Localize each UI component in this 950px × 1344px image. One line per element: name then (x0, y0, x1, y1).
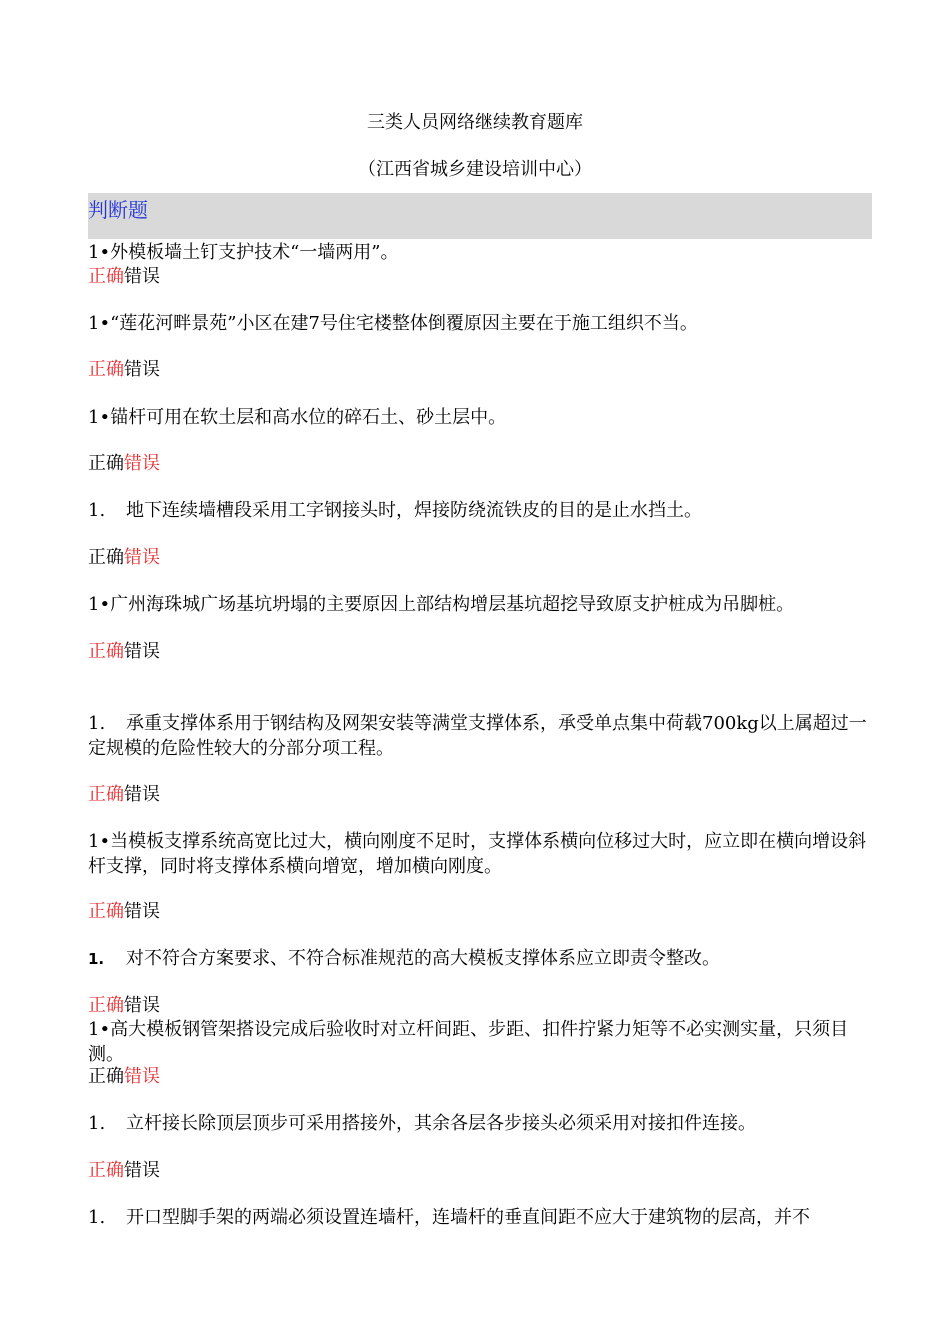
question-number: 1• (88, 313, 111, 334)
option-false[interactable]: 错误 (124, 266, 160, 287)
question-text: 立杆接长除顶层顶步可采用搭接外，其余各层各步接头必须采用对接扣件连接。 (126, 1113, 756, 1134)
option-true[interactable]: 正确 (88, 641, 124, 662)
question-item (88, 829, 868, 879)
option-true[interactable]: 正确 (88, 995, 124, 1016)
option-true[interactable]: 正确 (88, 453, 124, 474)
question-number: 1• (88, 1019, 111, 1040)
option-false[interactable]: 错误 (124, 359, 160, 380)
question-number: 1. (88, 950, 105, 968)
question-text: 广州海珠城广场基坑坍塌的主要原因上部结构增层基坑超挖导致原支护桩成为吊脚桩。 (110, 594, 795, 615)
question-text: 外模板墙土钉支护技术“一墙两用”。 (110, 242, 399, 263)
option-false[interactable]: 错误 (124, 784, 160, 805)
question-number: 1• (88, 594, 111, 615)
answer-options (88, 782, 160, 807)
option-false[interactable]: 错误 (124, 995, 160, 1016)
option-false[interactable]: 错误 (124, 901, 160, 922)
option-true[interactable]: 正确 (88, 547, 124, 568)
option-true[interactable]: 正确 (88, 1160, 124, 1181)
question-text: 锚杆可用在软土层和高水位的碎石土、砂土层中。 (110, 407, 507, 428)
question-text: 地下连续墙槽段采用工字钢接头时，焊接防绕流铁皮的目的是止水挡土。 (126, 500, 702, 521)
document-title: 三类人员网络继续教育题库 (367, 112, 583, 133)
question-item (88, 711, 868, 761)
question-item (88, 498, 868, 523)
question-text: 高大模板钢管架搭设完成后验收时对立杆间距、步距、扣件拧紧力矩等不必实测实量，只须目测。 (88, 1019, 849, 1065)
option-true[interactable]: 正确 (88, 901, 124, 922)
section-title: 判断题 (88, 198, 148, 222)
section-header-bar (88, 193, 872, 239)
answer-options (88, 545, 160, 570)
option-true[interactable]: 正确 (88, 266, 124, 287)
question-number: 1. (88, 1113, 106, 1134)
answer-options (88, 899, 160, 924)
question-item (88, 1017, 868, 1067)
question-item (88, 1205, 868, 1230)
answer-options (88, 451, 160, 476)
question-item (88, 1111, 868, 1136)
answer-options (88, 1158, 160, 1183)
option-false[interactable]: 错误 (124, 641, 160, 662)
answer-options (88, 357, 160, 382)
question-item (88, 240, 868, 265)
answer-options (88, 993, 160, 1018)
question-text: 当模板支撑系统高宽比过大，横向刚度不足时，支撑体系横向位移过大时，应立即在横向增设斜杆支撑，同时将支撑体系横向增宽，增加横向刚度。 (88, 831, 867, 877)
option-false[interactable]: 错误 (124, 453, 160, 474)
question-item (88, 946, 868, 972)
answer-options (88, 264, 160, 289)
question-item (88, 592, 868, 617)
document-subtitle: （江西省城乡建设培训中心） (358, 159, 592, 180)
question-number: 1. (88, 1207, 106, 1228)
question-item (88, 311, 868, 336)
option-false[interactable]: 错误 (124, 1160, 160, 1181)
question-item (88, 405, 868, 430)
question-text: 对不符合方案要求、不符合标准规范的高大模板支撑体系应立即责令整改。 (126, 948, 720, 969)
question-number: 1. (88, 713, 106, 734)
option-false[interactable]: 错误 (124, 547, 160, 568)
answer-options (88, 639, 160, 664)
question-text: 承重支撑体系用于钢结构及网架安装等满堂支撑体系，承受单点集中荷载700kg以上属超过一定规模的危险性较大的分部分项工程。 (88, 713, 867, 759)
option-false[interactable]: 错误 (124, 1066, 160, 1087)
question-text: 开口型脚手架的两端必须设置连墙杆，连墙杆的垂直间距不应大于建筑物的层高，并不 (126, 1207, 810, 1228)
option-true[interactable]: 正确 (88, 359, 124, 380)
question-number: 1• (88, 242, 111, 263)
question-text: “莲花河畔景苑”小区在建7号住宅楼整体倒覆原因主要在于施工组织不当。 (110, 313, 698, 334)
option-true[interactable]: 正确 (88, 1066, 124, 1087)
option-true[interactable]: 正确 (88, 784, 124, 805)
question-number: 1• (88, 407, 111, 428)
question-number: 1• (88, 831, 111, 852)
question-number: 1. (88, 500, 106, 521)
answer-options (88, 1064, 160, 1089)
